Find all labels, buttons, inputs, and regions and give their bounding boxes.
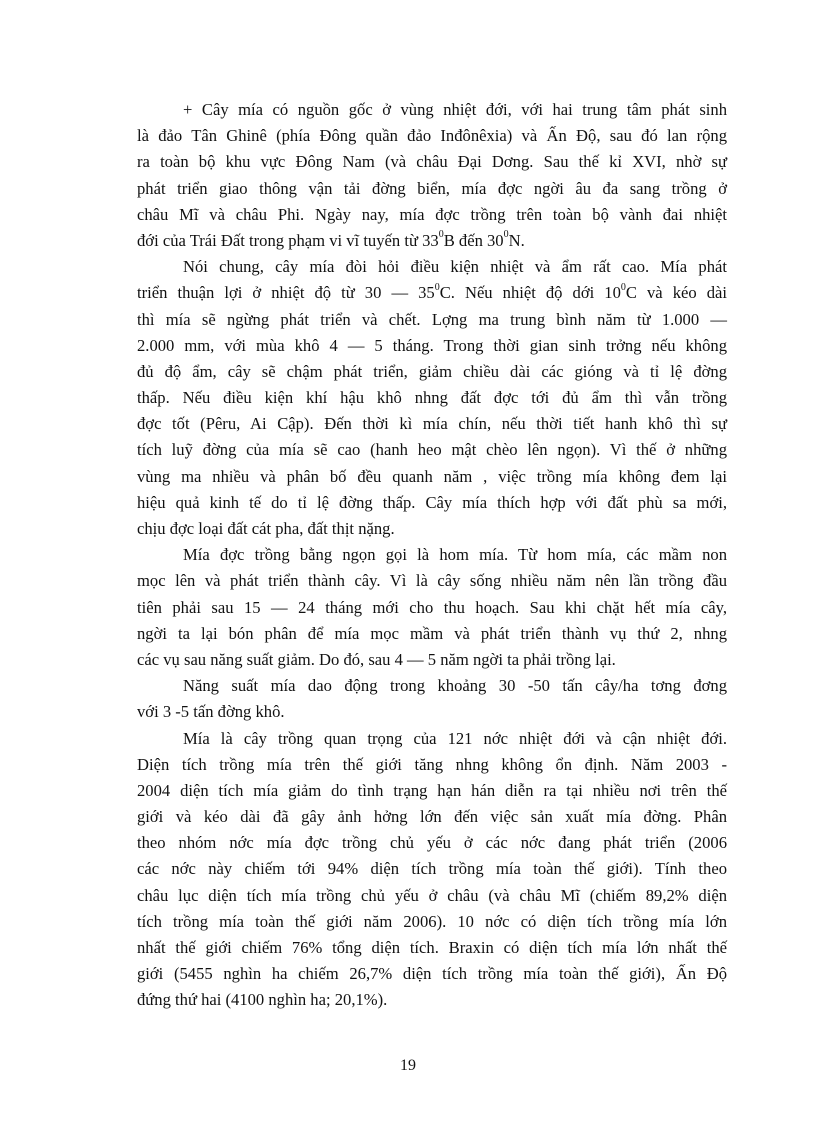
text-line: vùng ma nhiều và phân bố đều quanh năm , việc trồng mía không đem lại [137, 466, 727, 486]
text-line: ngời ta lại bón phân để mía mọc mầm và phát triển thành vụ thứ 2, nhng [137, 623, 727, 643]
text-line: giới và kéo dài đã gây ảnh hởng lớn đến việc sản xuất mía đờng. Phân [137, 807, 727, 827]
text-line: đứng thứ hai (4100 nghìn ha; 20,1%). [137, 990, 388, 1010]
paragraph-area [137, 726, 727, 1014]
paragraph-planting [137, 542, 727, 673]
text-line: giới (5455 nghìn ha chiếm 26,7% diện tích trồng mía toàn thế giới), Ấn Độ [137, 964, 727, 984]
text-line: châu Mĩ và châu Phi. Ngày nay, mía đợc trồng trên toàn bộ vành đai nhiệt [137, 204, 727, 224]
text-fragment: đới của Trái Đất trong phạm vi vĩ tuyến từ 33 [137, 230, 439, 250]
text-fragment: N. [508, 230, 525, 250]
text-line: tiên phải sau 15 — 24 tháng mới cho thu hoạch. Sau khi chặt hết mía cây, [137, 597, 727, 617]
text-line: + Cây mía có nguồn gốc ở vùng nhiệt đới, với hai trung tâm phát sinh [183, 100, 727, 119]
text-fragment: triển thuận lợi ở nhiệt độ từ 30 — 35 [137, 283, 435, 303]
text-line: là đảo Tân Ghinê (phía Đông quần đảo Inđônêxia) và Ấn Độ, sau đó lan rộng [137, 126, 727, 146]
page-number: 19 [400, 1057, 416, 1074]
text-line: với 3 -5 tấn đờng khô. [137, 702, 285, 722]
degree-sup: 0 [434, 281, 440, 293]
text-line: các nớc này chiếm tới 94% diện tích trồng mía toàn thế giới). Tính theo [137, 859, 727, 879]
text-line-temperature [137, 280, 727, 306]
text-line-latitude [137, 228, 727, 254]
text-line: hiệu quả kinh tế do tỉ lệ đờng thấp. Cây mía thích hợp với đất phù sa mới, [137, 492, 727, 512]
text-line: nhất thế giới chiếm 76% tổng diện tích. Braxin có diện tích mía lớn nhất thế [137, 938, 727, 957]
text-fragment: B đến 30 [443, 230, 504, 250]
degree-sup: 0 [503, 229, 509, 241]
text-line: Nói chung, cây mía đòi hỏi điều kiện nhiệt và ẩm rất cao. Mía phát [183, 257, 727, 277]
text-fragment: C và kéo dài [625, 283, 727, 303]
text-line: ra toàn bộ khu vực Đông Nam (và châu Đại Dơng. Sau thế kỉ XVI, nhờ sự [137, 152, 727, 172]
text-line: Năng suất mía dao động trong khoảng 30 -50 tấn cây/ha tơng đơng [183, 676, 727, 696]
text-line: chịu đợc loại đất cát pha, đất thịt nặng. [137, 519, 395, 538]
text-line: 2004 diện tích mía giảm do tình trạng hạn hán diễn ra tại nhiều nơi trên thế [137, 780, 727, 800]
document-body [137, 97, 727, 1014]
text-line: châu lục diện tích mía trồng chủ yếu ở châu (và châu Mĩ (chiếm 89,2% diện [137, 885, 727, 905]
text-line: mọc lên và phát triển thành cây. Vì là cây sống nhiều năm nên lần trồng đầu [137, 571, 727, 591]
text-line: 2.000 mm, với mùa khô 4 — 5 tháng. Trong thời gian sinh trởng nếu không [137, 335, 727, 355]
degree-sup: 0 [438, 229, 444, 241]
text-line: thì mía sẽ ngừng phát triển và chết. Lợng ma trung bình năm từ 1.000 — [137, 309, 727, 329]
text-line: tích trồng mía toàn thế giới năm 2006). 10 nớc có diện tích trồng mía lớn [137, 911, 727, 931]
text-line: Diện tích trồng mía trên thế giới tăng nhng không ổn định. Năm 2003 - [137, 754, 727, 774]
text-line: thấp. Nếu điều kiện khí hậu khô nhng đất đợc tới đủ ẩm thì vẫn trồng [137, 388, 727, 408]
text-fragment: C. Nếu nhiệt độ dới 10 [439, 283, 621, 303]
text-line: tích luỹ đờng của mía sẽ cao (hanh heo mật chèo lên ngọn). Vì thế ở những [137, 440, 727, 460]
text-line: theo nhóm nớc mía đợc trồng chủ yếu ở các nớc đang phát triển (2006 [137, 833, 727, 853]
text-line: các vụ sau năng suất giảm. Do đó, sau 4 — 5 năm ngời ta phải trồng lại. [137, 649, 616, 669]
text-line: phát triển giao thông vận tải đờng biển, mía đợc ngời âu đa sang trồng ở [137, 178, 727, 198]
text-line: Mía đợc trồng bằng ngọn gọi là hom mía. Từ hom mía, các mầm non [183, 545, 727, 565]
text-line: đợc tốt (Pêru, Ai Cập). Đến thời kì mía chín, nếu thời tiết hanh khô thì sự [137, 414, 727, 434]
paragraph-climate [137, 254, 727, 542]
text-line: đủ độ ẩm, cây sẽ chậm phát triển, giảm chiều dài các gióng và tỉ lệ đờng [137, 361, 727, 381]
paragraph-yield [137, 673, 727, 725]
degree-sup: 0 [620, 281, 626, 293]
paragraph-origin [137, 97, 727, 254]
text-line: Mía là cây trồng quan trọng của 121 nớc nhiệt đới và cận nhiệt đới. [183, 728, 727, 748]
